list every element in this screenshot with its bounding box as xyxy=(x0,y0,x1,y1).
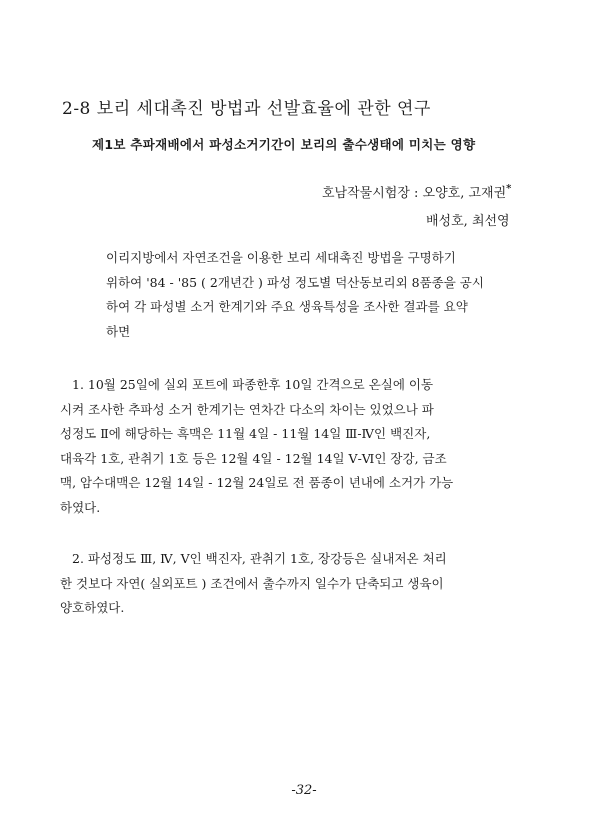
item1-line: 성정도 Ⅱ에 해당하는 흑맥은 11월 4일 - 11월 14일 Ⅲ-Ⅳ인 백진자, xyxy=(60,426,431,441)
result-item-1 xyxy=(60,373,530,520)
author-affiliation-line xyxy=(322,182,511,201)
author-names-primary: 호남작물시험장 : 오양호, 고재권 xyxy=(322,186,507,201)
item2-line: 2. 파성정도 Ⅲ, Ⅳ, Ⅴ인 백진자, 관취기 1호, 장강등은 실내저온 처리 xyxy=(72,551,447,566)
item1-line: 1. 10월 25일에 실외 포트에 파종한후 10일 간격으로 온실에 이동 xyxy=(72,377,434,392)
intro-line: 위하여 '84 - '85 ( 2개년간 ) 파성 정도별 덕산동보리외 8품종을 공시 xyxy=(106,274,484,290)
intro-line: 이리지방에서 자연조건을 이용한 보리 세대촉진 방법을 구명하기 xyxy=(106,250,456,265)
intro-line: 하면 xyxy=(106,323,131,339)
item1-line: 하였다. xyxy=(60,499,101,515)
item2-line: 양호하였다. xyxy=(60,600,125,615)
author-names-secondary: 배성호, 최선영 xyxy=(426,214,510,229)
page-number: -32- xyxy=(291,783,317,798)
item1-line: 대육각 1호, 관취기 1호 등은 12월 4일 - 12월 14일 Ⅴ-Ⅵ인 장강, 금조 xyxy=(60,450,447,466)
intro-line: 하여 각 파성별 소거 한계기와 주요 생육특성을 조사한 결과를 요약 xyxy=(106,299,468,314)
intro-paragraph xyxy=(60,246,530,344)
paper-title: 2-8 보리 세대촉진 방법과 선발효율에 관한 연구 xyxy=(62,99,431,119)
item1-line: 시켜 조사한 추파성 소거 한계기는 연차간 다소의 차이는 있었으나 파 xyxy=(60,401,434,417)
item2-line: 한 것보다 자연( 실외포트 ) 조건에서 출수까지 일수가 단축되고 생육이 xyxy=(60,575,444,591)
corresponding-author-mark: * xyxy=(506,183,512,195)
paper-subtitle: 제1보 추파재배에서 파성소거기간이 보리의 출수생태에 미치는 영향 xyxy=(92,137,476,152)
item1-line: 맥, 암수대맥은 12월 14일 - 12월 24일로 전 품종이 년내에 소거가 가능 xyxy=(60,475,454,490)
result-item-2 xyxy=(60,547,530,621)
